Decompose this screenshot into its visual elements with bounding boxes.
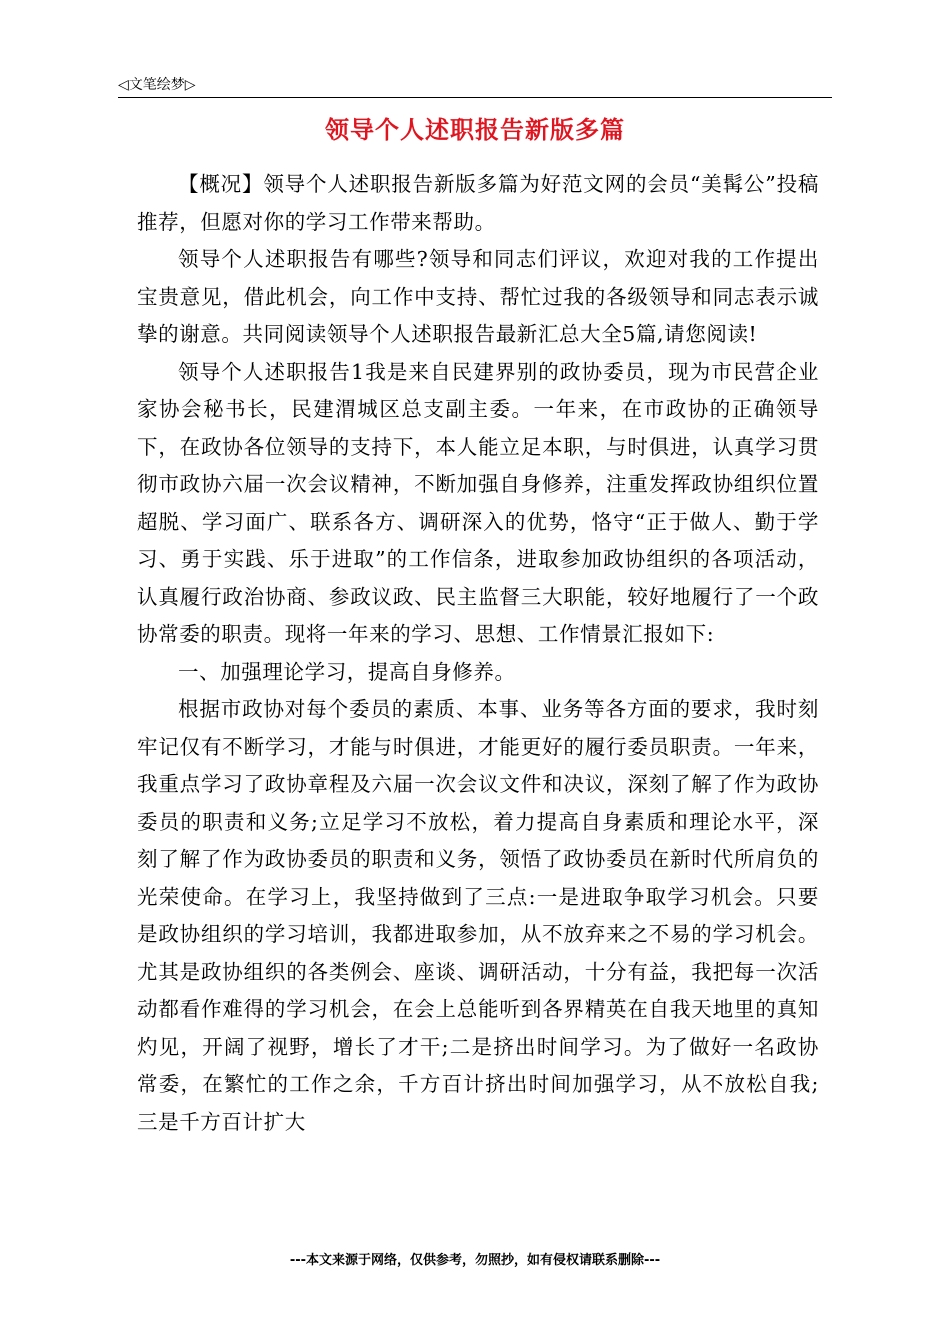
footer-notice: ---本文来源于网络，仅供参考，勿照抄，如有侵权请联系删除--- bbox=[289, 1253, 661, 1268]
paragraph-study: 根据市政协对每个委员的素质、本事、业务等各方面的要求，我时刻牢记仅有不断学习，才能与时俱进，才能更好的履行委员职责。一年来，我重点学习了政协章程及六届一次会议文件和决议，深刻了解了作为政协委员的职责和义务;立足学习不放松，着力提高自身素质和理论水平，深刻了解了作为政协委员的职责和义务，领悟了政协委员在新时代所肩负的光荣使命。在学习上，我坚持做到了三点:一是进取争取学习机会。只要是政协组织的学习培训，我都进取参加，从不放弃来之不易的学习机会。尤其是政协组织的各类例会、座谈、调研活动，十分有益，我把每一次活动都看作难得的学习机会，在会上总能听到各界精英在自我天地里的真知灼见，开阔了视野，增长了才干;二是挤出时间学习。为了做好一名政协常委，在繁忙的工作之余，千方百计挤出时间加强学习，从不放松自我;三是千方百计扩大 bbox=[137, 697, 819, 1134]
header-brand: ◁文笔绘梦▷ bbox=[118, 77, 196, 93]
paragraph-summary: 【概况】领导个人述职报告新版多篇为好范文网的会员“美髯公”投稿推荐，但愿对你的学习工作带来帮助。 bbox=[137, 172, 819, 234]
paragraph-report-1: 领导个人述职报告1我是来自民建界别的政协委员，现为市民营企业家协会秘书长，民建渭城区总支副主委。一年来，在市政协的正确领导下，在政协各位领导的支持下，本人能立足本职，与时俱进，认真学习贯彻市政协六届一次会议精神，不断加强自身修养，注重发挥政协组织位置超脱、学习面广、联系各方、调研深入的优势，恪守“正于做人、勤于学习、勇于实践、乐于进取”的工作信条，进取参加政协组织的各项活动，认真履行政治协商、参政议政、民主监督三大职能，较好地履行了一个政协常委的职责。现将一年来的学习、思想、工作情景汇报如下: bbox=[137, 359, 819, 646]
document-body bbox=[137, 166, 819, 1141]
document-title: 领导个人述职报告新版多篇 bbox=[325, 116, 625, 144]
section-heading: 一、加强理论学习，提高自身修养。 bbox=[178, 659, 516, 684]
header-divider bbox=[118, 97, 832, 98]
paragraph-intro: 领导个人述职报告有哪些?领导和同志们评议，欢迎对我的工作提出宝贵意见，借此机会，向工作中支持、帮忙过我的各级领导和同志表示诚挚的谢意。共同阅读领导个人述职报告最新汇总大全5篇,请您阅读! bbox=[137, 247, 819, 346]
